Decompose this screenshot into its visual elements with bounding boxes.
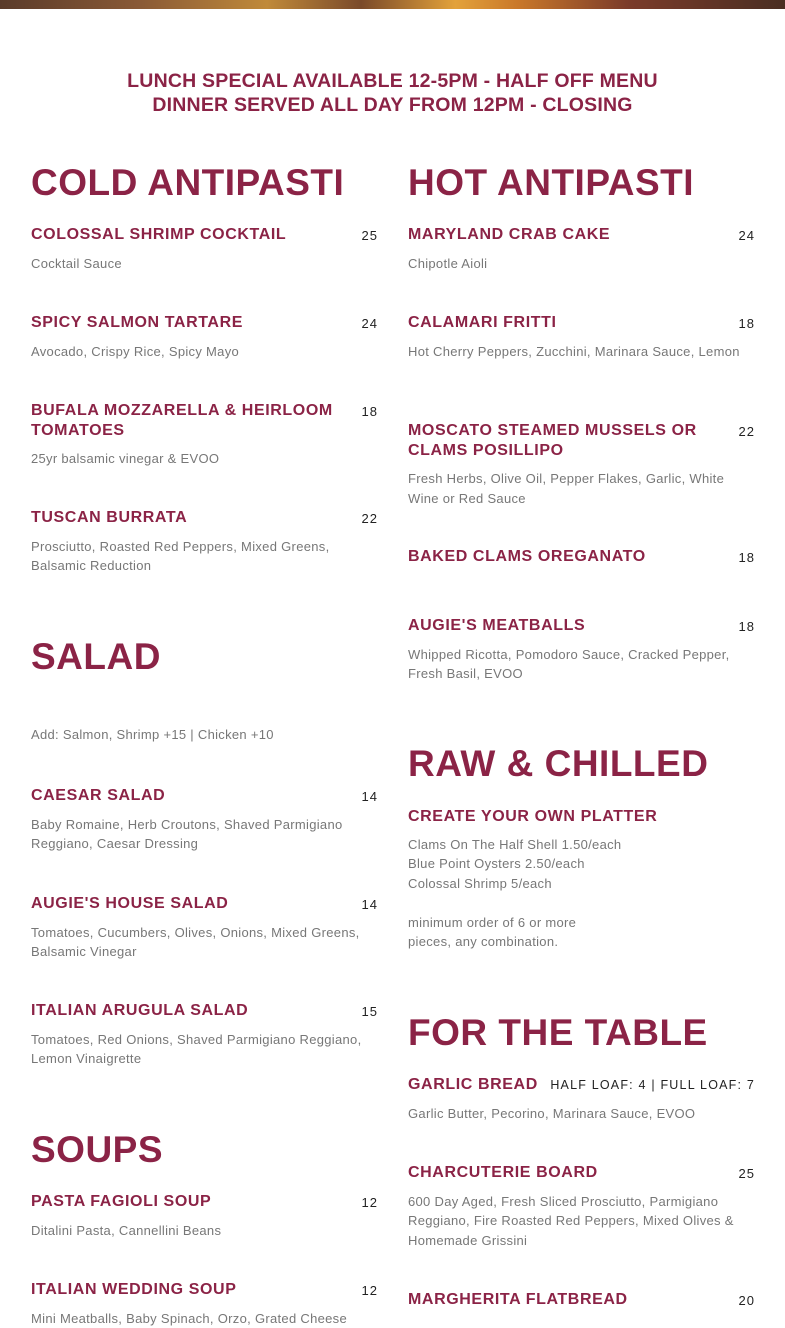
lunch-special-line: LUNCH SPECIAL AVAILABLE 12-5PM - HALF OFF MENU xyxy=(0,69,785,93)
menu-item xyxy=(408,421,755,508)
item-description: Ditalini Pasta, Cannellini Beans xyxy=(31,1221,376,1241)
section-title-hot-antipasti: HOT ANTIPASTI xyxy=(408,163,694,203)
menu-item xyxy=(408,1290,755,1310)
item-description: Tomatoes, Red Onions, Shaved Parmigiano Reggiano, Lemon Vinaigrette xyxy=(31,1030,376,1069)
item-name: BAKED CLAMS OREGANATO xyxy=(408,547,718,567)
item-price: 12 xyxy=(362,1283,378,1298)
item-price: 18 xyxy=(362,404,378,419)
menu-item xyxy=(408,547,755,567)
item-name: ITALIAN ARUGULA SALAD xyxy=(31,1001,341,1021)
platter-spacer xyxy=(408,893,755,913)
platter-price-list xyxy=(408,835,755,952)
section-title-soups: SOUPS xyxy=(31,1130,163,1170)
item-name: TUSCAN BURRATA xyxy=(31,508,341,528)
item-description: Chipotle Aioli xyxy=(408,254,753,274)
item-name: BUFALA MOZZARELLA & HEIRLOOM TOMATOES xyxy=(31,401,341,440)
item-description: Whipped Ricotta, Pomodoro Sauce, Cracked Pepper, Fresh Basil, EVOO xyxy=(408,645,753,684)
platter-line: Clams On The Half Shell 1.50/each xyxy=(408,835,755,855)
section-title-for-the-table: FOR THE TABLE xyxy=(408,1013,708,1053)
item-name: ITALIAN WEDDING SOUP xyxy=(31,1280,341,1300)
item-price: 25 xyxy=(362,228,378,243)
salad-add-on-note: Add: Salmon, Shrimp +15 | Chicken +10 xyxy=(31,727,274,742)
hero-image-strip xyxy=(0,0,785,9)
item-price: 22 xyxy=(739,424,755,439)
item-description: Garlic Butter, Pecorino, Marinara Sauce, EVOO xyxy=(408,1104,753,1124)
item-name: CALAMARI FRITTI xyxy=(408,313,718,333)
item-price: 14 xyxy=(362,897,378,912)
item-description: 25yr balsamic vinegar & EVOO xyxy=(31,449,376,469)
section-title-cold-antipasti: COLD ANTIPASTI xyxy=(31,163,344,203)
hours-banner xyxy=(0,69,785,117)
menu-item xyxy=(31,1192,378,1240)
item-name: MOSCATO STEAMED MUSSELS OR CLAMS POSILLIPO xyxy=(408,421,718,460)
item-description: Baby Romaine, Herb Croutons, Shaved Parmigiano Reggiano, Caesar Dressing xyxy=(31,815,376,854)
menu-item xyxy=(408,313,755,361)
menu-item xyxy=(31,1001,378,1069)
item-price: 20 xyxy=(739,1293,755,1308)
menu-item xyxy=(31,508,378,576)
item-price: HALF LOAF: 4 | FULL LOAF: 7 xyxy=(550,1078,755,1092)
item-price: 18 xyxy=(739,619,755,634)
item-price: 14 xyxy=(362,789,378,804)
item-name: SPICY SALMON TARTARE xyxy=(31,313,341,333)
platter-minimum-line: pieces, any combination. xyxy=(408,932,755,952)
menu-item xyxy=(31,225,378,273)
item-name: GARLIC BREAD xyxy=(408,1075,718,1095)
dinner-hours-line: DINNER SERVED ALL DAY FROM 12PM - CLOSING xyxy=(0,93,785,117)
menu-item xyxy=(408,807,755,952)
menu-item xyxy=(31,401,378,469)
item-description: Fresh Herbs, Olive Oil, Pepper Flakes, Garlic, White Wine or Red Sauce xyxy=(408,469,753,508)
menu-item xyxy=(31,313,378,361)
item-name: PASTA FAGIOLI SOUP xyxy=(31,1192,341,1212)
item-name: CREATE YOUR OWN PLATTER xyxy=(408,807,718,827)
item-name: COLOSSAL SHRIMP COCKTAIL xyxy=(31,225,341,245)
section-title-raw-chilled: RAW & CHILLED xyxy=(408,744,708,784)
section-title-salad: SALAD xyxy=(31,637,161,677)
item-description: Prosciutto, Roasted Red Peppers, Mixed Greens, Balsamic Reduction xyxy=(31,537,376,576)
item-name: AUGIE'S HOUSE SALAD xyxy=(31,894,341,914)
item-description: Hot Cherry Peppers, Zucchini, Marinara Sauce, Lemon xyxy=(408,342,753,362)
item-description: Avocado, Crispy Rice, Spicy Mayo xyxy=(31,342,376,362)
item-name: CHARCUTERIE BOARD xyxy=(408,1163,718,1183)
item-price: 18 xyxy=(739,550,755,565)
item-name: CAESAR SALAD xyxy=(31,786,341,806)
item-description: Cocktail Sauce xyxy=(31,254,376,274)
item-description: Tomatoes, Cucumbers, Olives, Onions, Mixed Greens, Balsamic Vinegar xyxy=(31,923,376,962)
item-price: 12 xyxy=(362,1195,378,1210)
menu-item xyxy=(408,616,755,684)
item-description: 600 Day Aged, Fresh Sliced Prosciutto, Parmigiano Reggiano, Fire Roasted Red Peppers, Mixed Olives & Homemade Grissini xyxy=(408,1192,753,1251)
platter-line: Colossal Shrimp 5/each xyxy=(408,874,755,894)
platter-line: Blue Point Oysters 2.50/each xyxy=(408,854,755,874)
menu-item xyxy=(31,1280,378,1328)
menu-item xyxy=(31,894,378,962)
menu-item xyxy=(408,1075,755,1123)
platter-minimum-line: minimum order of 6 or more xyxy=(408,913,755,933)
item-price: 25 xyxy=(739,1166,755,1181)
menu-item xyxy=(408,225,755,273)
item-name: AUGIE'S MEATBALLS xyxy=(408,616,718,636)
item-price: 24 xyxy=(739,228,755,243)
item-description: Mini Meatballs, Baby Spinach, Orzo, Grated Cheese xyxy=(31,1309,376,1328)
item-price: 24 xyxy=(362,316,378,331)
item-price: 22 xyxy=(362,511,378,526)
item-price: 18 xyxy=(739,316,755,331)
menu-item xyxy=(31,786,378,854)
item-price: 15 xyxy=(362,1004,378,1019)
menu-item xyxy=(408,1163,755,1250)
item-name: MARGHERITA FLATBREAD xyxy=(408,1290,718,1310)
item-name: MARYLAND CRAB CAKE xyxy=(408,225,718,245)
